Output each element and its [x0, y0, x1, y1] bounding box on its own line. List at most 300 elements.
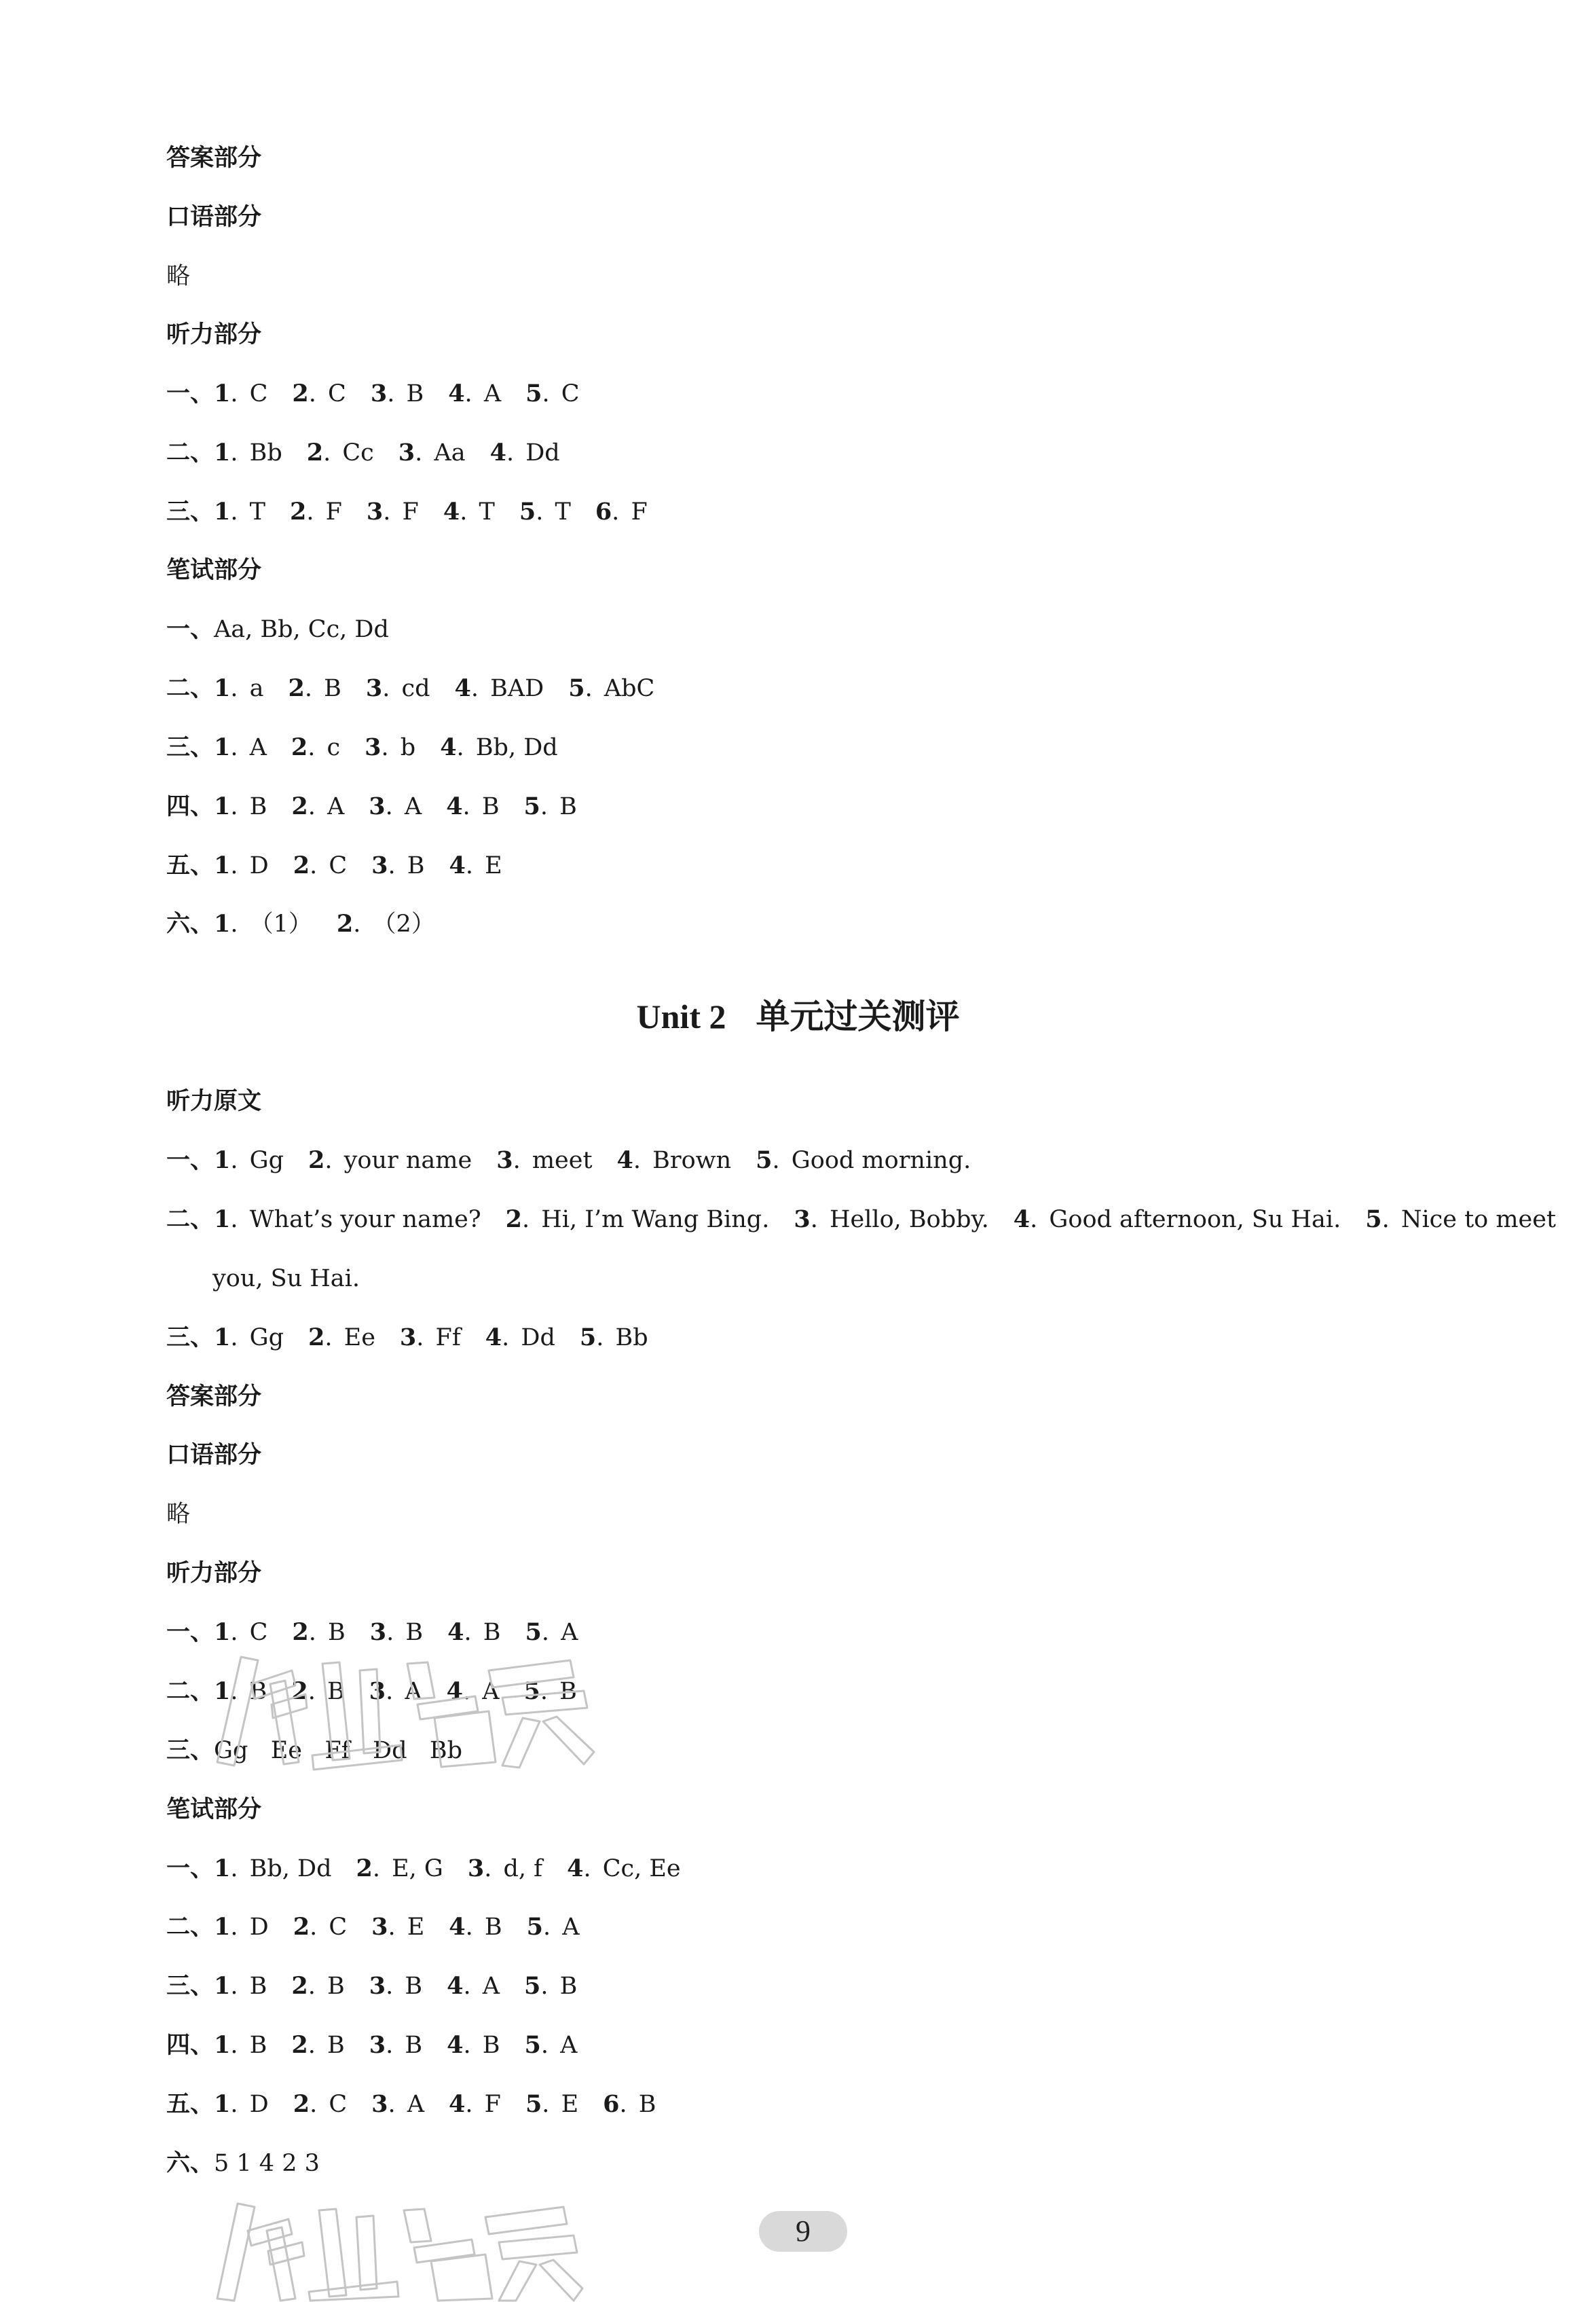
transcript-continuation: you, Su Hai. — [212, 1265, 360, 1292]
item-answer: A — [397, 1678, 422, 1705]
answer-item: 2. B — [291, 2031, 345, 2059]
answer-item: 3. F — [366, 498, 419, 526]
answer-item: 3. B — [369, 2031, 423, 2059]
answer-row — [166, 437, 560, 469]
item-number: 3 — [467, 1855, 485, 1882]
answer-item: 2. C — [292, 380, 346, 407]
item-number: 1 — [214, 852, 231, 879]
item-number: 5 — [525, 1618, 542, 1646]
answer-item: 4. A — [447, 1972, 500, 2000]
item-number: 2 — [356, 1855, 373, 1882]
item-number: 2 — [336, 910, 354, 938]
row-label: 一、 — [166, 1619, 215, 1646]
answer-row — [166, 2148, 320, 2179]
answer-item: 5. A — [524, 2031, 578, 2059]
item-answer: B — [242, 1678, 267, 1705]
item-answer: E — [553, 2091, 579, 2118]
row-label: 一、 — [166, 380, 215, 407]
row-label: 四、 — [166, 2032, 215, 2059]
answer-item: 2. E, G — [356, 1855, 443, 1882]
written-header: 笔试部分 — [166, 1796, 262, 1823]
item-number: 4 — [443, 498, 460, 526]
item-answer: E — [399, 1914, 425, 1941]
item-number: 5 — [524, 1972, 541, 2000]
row-label: 二、 — [166, 1678, 215, 1705]
answer-row — [166, 614, 389, 645]
row-label: 五、 — [166, 2091, 215, 2118]
item-answer: E — [477, 852, 502, 879]
answer-item: 3. B — [369, 1618, 424, 1646]
item-number: 2 — [291, 733, 308, 761]
item-number: 1 — [214, 1618, 231, 1646]
answer-item: 1. B — [214, 1972, 267, 2000]
item-answer: AbC — [596, 675, 655, 702]
item-answer: C — [553, 380, 580, 407]
answer-row — [166, 2089, 656, 2120]
item-number: 5 — [568, 674, 585, 702]
item-number: 1 — [214, 1205, 231, 1233]
item-answer: C — [321, 852, 348, 879]
item-number: 3 — [369, 2031, 386, 2059]
item-number: 3 — [369, 792, 386, 820]
answer-item: 3. A — [369, 792, 422, 820]
answer-item: 4. E — [449, 852, 502, 879]
item-answer: A — [552, 2032, 578, 2059]
item-number: 3 — [399, 1323, 417, 1351]
item-answer: A — [475, 1973, 500, 2000]
item-answer: B — [319, 1973, 345, 2000]
row-label: 三、 — [166, 1973, 215, 2000]
answer-item: 1. C — [214, 380, 268, 407]
page-number: 9 — [759, 2211, 847, 2252]
unit-title-number: Unit 2 — [636, 998, 726, 1036]
item-answer: （1） — [242, 911, 312, 938]
item-number: 3 — [369, 1972, 386, 2000]
item-answer: Nice to meet — [1393, 1206, 1557, 1233]
answer-item: 4. B — [447, 2031, 500, 2059]
item-number: 1 — [214, 1677, 231, 1705]
item-answer: B — [398, 380, 424, 407]
item-answer: Gg — [242, 1324, 284, 1351]
item-number: 3 — [369, 1677, 386, 1705]
answer-item: 4. Brown — [616, 1146, 732, 1174]
item-answer: C — [321, 2091, 348, 2118]
row-label: 六、 — [166, 911, 215, 938]
item-number: 4 — [446, 1677, 463, 1705]
answer-row — [166, 1853, 681, 1884]
answer-item: 3. B — [369, 1972, 423, 2000]
listening-header: 听力部分 — [166, 1560, 262, 1587]
item-number: 4 — [440, 733, 457, 761]
written-header: 笔试部分 — [166, 557, 262, 584]
item-answer: A — [555, 1914, 580, 1941]
item-number: 4 — [616, 1146, 633, 1174]
item-number: 2 — [290, 498, 307, 526]
item-answer: D — [242, 2091, 269, 2118]
item-number: 1 — [214, 1972, 231, 2000]
answer-item: 4. Good afternoon, Su Hai. — [1013, 1205, 1341, 1233]
answer-item: 3. cd — [365, 674, 430, 702]
answer-item: 1. What’s your name? — [214, 1205, 481, 1233]
item-number: 1 — [214, 2031, 231, 2059]
answer-item: 1. Bb, Dd — [214, 1855, 332, 1882]
item-answer: Dd — [513, 1324, 555, 1351]
item-answer: Bb — [608, 1324, 648, 1351]
item-answer: Gg — [242, 1147, 284, 1174]
answers-header: 答案部分 — [166, 1383, 262, 1410]
item-number: 4 — [449, 852, 466, 879]
answer-item: 1. B — [214, 792, 267, 820]
item-answer: cd — [394, 675, 430, 702]
item-number: 1 — [214, 733, 231, 761]
row-label: 三、 — [166, 1324, 215, 1351]
answer-row — [166, 2030, 577, 2061]
item-number: 5 — [525, 380, 542, 407]
item-answer: A — [242, 734, 267, 761]
item-answer: B — [552, 1973, 578, 2000]
item-answer: B — [399, 852, 425, 879]
item-number: 2 — [291, 1677, 308, 1705]
item-number: 6 — [603, 2090, 620, 2118]
answer-item: 2. Hi, I’m Wang Bing. — [505, 1205, 770, 1233]
answer-item: 4. BAD — [454, 674, 544, 702]
answer-row — [166, 1735, 462, 1766]
answer-item: 2. B — [292, 1618, 346, 1646]
answer-row — [166, 1204, 1556, 1235]
answer-item: 3. B — [371, 852, 425, 879]
item-answer: BAD — [483, 675, 544, 702]
item-number: 3 — [371, 852, 388, 879]
answer-item: 2. B — [291, 1677, 345, 1705]
answer-item: 2. C — [293, 1913, 348, 1941]
item-answer: B — [319, 2032, 345, 2059]
answer-item: 1. D — [214, 1913, 269, 1941]
item-answer: b — [392, 734, 416, 761]
item-answer: B — [474, 793, 500, 820]
item-number: 2 — [293, 2090, 310, 2118]
answer-item: 1. Bb — [214, 439, 282, 467]
answer-item: 2. your name — [308, 1146, 472, 1174]
answer-item: 3. meet — [496, 1146, 593, 1174]
item-number: 2 — [292, 1618, 309, 1646]
item-number: 2 — [308, 1146, 325, 1174]
answer-item: 2. Ee — [308, 1323, 375, 1351]
item-answer: B — [319, 1678, 345, 1705]
item-answer: （2） — [365, 911, 435, 938]
item-number: 4 — [447, 2031, 464, 2059]
answer-item: 5. A — [526, 1913, 580, 1941]
listening-header: 听力部分 — [166, 321, 262, 348]
item-number: 2 — [291, 2031, 308, 2059]
oral-body: 略 — [166, 263, 191, 290]
row-text: Gg Ee Ff Dd Bb — [214, 1737, 462, 1764]
row-text: Aa, Bb, Cc, Dd — [214, 616, 389, 643]
item-number: 1 — [214, 792, 231, 820]
item-number: 1 — [214, 1855, 231, 1882]
item-answer: A — [399, 2091, 425, 2118]
item-answer: B — [631, 2091, 656, 2118]
answer-item: 5. B — [523, 792, 577, 820]
item-number: 1 — [214, 910, 231, 938]
item-number: 1 — [214, 1323, 231, 1351]
item-answer: B — [397, 1973, 423, 2000]
answer-item: 1. A — [214, 733, 267, 761]
item-answer: Good morning. — [783, 1147, 971, 1174]
item-number: 3 — [496, 1146, 513, 1174]
answer-item: 2. C — [293, 2090, 348, 2118]
answer-item: 6. F — [595, 498, 648, 526]
answer-item: 3. Aa — [398, 439, 466, 467]
item-answer: B — [320, 1619, 346, 1646]
transcript-header: 听力原文 — [166, 1088, 262, 1115]
answer-item: 2. c — [291, 733, 341, 761]
answer-row — [166, 1971, 577, 2002]
item-answer: T — [242, 498, 265, 526]
answer-item: 4. B — [447, 1618, 501, 1646]
row-label: 五、 — [166, 852, 215, 879]
item-answer: A — [553, 1619, 578, 1646]
item-number: 2 — [292, 380, 309, 407]
item-number: 5 — [1365, 1205, 1382, 1233]
item-number: 4 — [448, 380, 465, 407]
item-number: 4 — [1013, 1205, 1031, 1233]
answer-item: 4. F — [449, 2090, 501, 2118]
item-answer: Cc, Ee — [595, 1855, 681, 1882]
answer-row — [166, 1676, 577, 1707]
answer-row — [166, 1145, 971, 1176]
item-number: 5 — [524, 2031, 541, 2059]
row-label: 一、 — [166, 616, 215, 643]
answer-item: 4. Bb, Dd — [440, 733, 558, 761]
answer-row — [166, 1912, 580, 1943]
item-answer: your name — [336, 1147, 472, 1174]
answer-item: 4. Cc, Ee — [567, 1855, 681, 1882]
item-number: 3 — [366, 498, 384, 526]
answer-item: 2. F — [290, 498, 342, 526]
item-number: 2 — [291, 1972, 308, 2000]
item-answer: c — [319, 734, 341, 761]
item-answer: T — [547, 498, 571, 526]
answer-item: 4. Dd — [489, 439, 560, 467]
oral-body: 略 — [166, 1501, 191, 1528]
item-answer: T — [471, 498, 495, 526]
item-answer: Bb — [242, 439, 282, 467]
item-number: 5 — [756, 1146, 773, 1174]
unit-title — [0, 995, 1596, 1038]
item-number: 5 — [525, 2090, 542, 2118]
item-answer: Aa — [426, 439, 466, 467]
row-label: 三、 — [166, 1737, 215, 1764]
item-answer: C — [242, 380, 268, 407]
row-label: 四、 — [166, 793, 215, 820]
item-number: 3 — [365, 674, 383, 702]
oral-header: 口语部分 — [166, 204, 262, 231]
item-answer: A — [396, 793, 422, 820]
item-answer: B — [475, 2032, 500, 2059]
answer-item: 1. D — [214, 852, 269, 879]
item-number: 5 — [523, 792, 540, 820]
row-label: 三、 — [166, 734, 215, 761]
item-answer: meet — [524, 1147, 593, 1174]
answer-item: 3. b — [365, 733, 416, 761]
answer-item: 5. A — [525, 1618, 578, 1646]
answer-item: 1. T — [214, 498, 265, 526]
answer-item: 2. B — [291, 1972, 345, 2000]
answer-row — [166, 791, 577, 822]
item-answer: D — [242, 1914, 269, 1941]
answer-item: 4. B — [446, 792, 500, 820]
answer-row — [166, 732, 558, 763]
answer-item: 3. B — [370, 380, 424, 407]
item-number: 3 — [371, 2090, 388, 2118]
item-number: 4 — [485, 1323, 502, 1351]
item-answer: Brown — [645, 1147, 732, 1174]
item-number: 5 — [523, 1677, 540, 1705]
item-number: 1 — [214, 1913, 231, 1941]
answer-item: 4. A — [448, 380, 502, 407]
row-label: 一、 — [166, 1855, 215, 1882]
item-answer: a — [242, 675, 264, 702]
answers-header: 答案部分 — [166, 145, 262, 172]
answer-item: 5. E — [525, 2090, 579, 2118]
item-number: 3 — [794, 1205, 811, 1233]
answer-item: 3. d, f — [467, 1855, 543, 1882]
watermark-bottom — [204, 2193, 584, 2302]
item-answer: F — [394, 498, 419, 526]
item-answer: B — [552, 1678, 577, 1705]
item-answer: Bb, Dd — [468, 734, 558, 761]
answer-item: 5. Nice to meet — [1365, 1205, 1557, 1233]
item-answer: Cc — [335, 439, 374, 467]
item-number: 1 — [214, 439, 231, 467]
row-label: 三、 — [166, 498, 215, 526]
item-number: 3 — [398, 439, 415, 467]
answer-item: 4. A — [446, 1677, 500, 1705]
answer-item: 6. B — [603, 2090, 656, 2118]
item-answer: D — [242, 852, 269, 879]
item-number: 3 — [371, 1913, 388, 1941]
item-number: 4 — [449, 2090, 466, 2118]
item-answer: C — [321, 1914, 348, 1941]
answer-item: 2. B — [288, 674, 341, 702]
answer-item: 2. Cc — [306, 439, 374, 467]
item-number: 3 — [369, 1618, 387, 1646]
item-answer: Good afternoon, Su Hai. — [1041, 1206, 1341, 1233]
unit-title-text: 单元过关测评 — [756, 997, 960, 1036]
answer-item: 1. Gg — [214, 1146, 284, 1174]
item-number: 1 — [214, 1146, 231, 1174]
item-answer: C — [242, 1619, 268, 1646]
answer-item: 1. D — [214, 2090, 269, 2118]
row-label: 二、 — [166, 1206, 215, 1233]
item-answer: Ee — [336, 1324, 375, 1351]
answer-item: 5. B — [523, 1677, 577, 1705]
answer-row — [166, 850, 502, 881]
answer-item: 1. C — [214, 1618, 268, 1646]
answer-item: 2. A — [291, 792, 345, 820]
answer-item: 3. E — [371, 1913, 425, 1941]
item-number: 1 — [214, 380, 231, 407]
item-number: 6 — [595, 498, 612, 526]
item-number: 4 — [446, 792, 463, 820]
item-number: 2 — [306, 439, 324, 467]
row-label: 二、 — [166, 1914, 215, 1941]
item-number: 2 — [308, 1323, 325, 1351]
item-answer: d, f — [496, 1855, 543, 1882]
answer-item: 2. （2） — [336, 910, 435, 938]
item-number: 4 — [447, 1972, 464, 2000]
item-answer: A — [476, 380, 502, 407]
answer-item: 3. A — [369, 1677, 422, 1705]
item-answer: Hello, Bobby. — [821, 1206, 989, 1233]
item-number: 2 — [291, 792, 308, 820]
item-answer: B — [242, 1973, 267, 2000]
item-answer: Bb, Dd — [242, 1855, 332, 1882]
item-answer: B — [242, 2032, 267, 2059]
row-label: 二、 — [166, 675, 215, 702]
item-answer: B — [398, 1619, 424, 1646]
item-number: 5 — [526, 1913, 544, 1941]
answer-item: 1. B — [214, 1677, 267, 1705]
row-label: 一、 — [166, 1147, 215, 1174]
item-answer: B — [477, 1914, 502, 1941]
item-number: 5 — [519, 498, 536, 526]
oral-header: 口语部分 — [166, 1442, 262, 1469]
answer-item: 1. a — [214, 674, 264, 702]
item-number: 5 — [579, 1323, 597, 1351]
answer-item: 1. Gg — [214, 1323, 284, 1351]
item-number: 4 — [447, 1618, 464, 1646]
item-number: 2 — [293, 852, 310, 879]
item-answer: F — [477, 2091, 501, 2118]
item-answer: C — [320, 380, 346, 407]
answer-item: 2. C — [293, 852, 348, 879]
answer-item: 5. T — [519, 498, 571, 526]
item-answer: B — [397, 2032, 423, 2059]
answer-item: 5. B — [524, 1972, 578, 2000]
item-number: 2 — [288, 674, 305, 702]
answer-item: 3. Hello, Bobby. — [794, 1205, 989, 1233]
answer-item: 1. B — [214, 2031, 267, 2059]
item-number: 4 — [454, 674, 471, 702]
item-answer: E, G — [384, 1855, 443, 1882]
item-answer: F — [318, 498, 342, 526]
item-number: 3 — [370, 380, 388, 407]
item-number: 1 — [214, 674, 231, 702]
item-number: 2 — [293, 1913, 310, 1941]
item-number: 1 — [214, 2090, 231, 2118]
item-number: 4 — [449, 1913, 466, 1941]
answer-item: 5. C — [525, 380, 580, 407]
answer-item: 3. Ff — [399, 1323, 461, 1351]
answer-row — [166, 496, 648, 528]
answer-item: 4. B — [449, 1913, 502, 1941]
item-answer: B — [242, 793, 267, 820]
answer-item: 1. （1） — [214, 910, 312, 938]
item-answer: What’s your name? — [242, 1206, 481, 1233]
item-answer: B — [316, 675, 341, 702]
row-text: 5 1 4 2 3 — [214, 2150, 320, 2177]
item-answer: A — [475, 1678, 500, 1705]
answer-row — [166, 1617, 578, 1648]
item-answer: F — [623, 498, 648, 526]
answer-row — [166, 673, 654, 704]
answer-item: 4. Dd — [485, 1323, 555, 1351]
item-number: 3 — [365, 733, 382, 761]
answer-row — [166, 909, 435, 940]
item-answer: A — [319, 793, 345, 820]
answer-item: 5. Good morning. — [756, 1146, 971, 1174]
